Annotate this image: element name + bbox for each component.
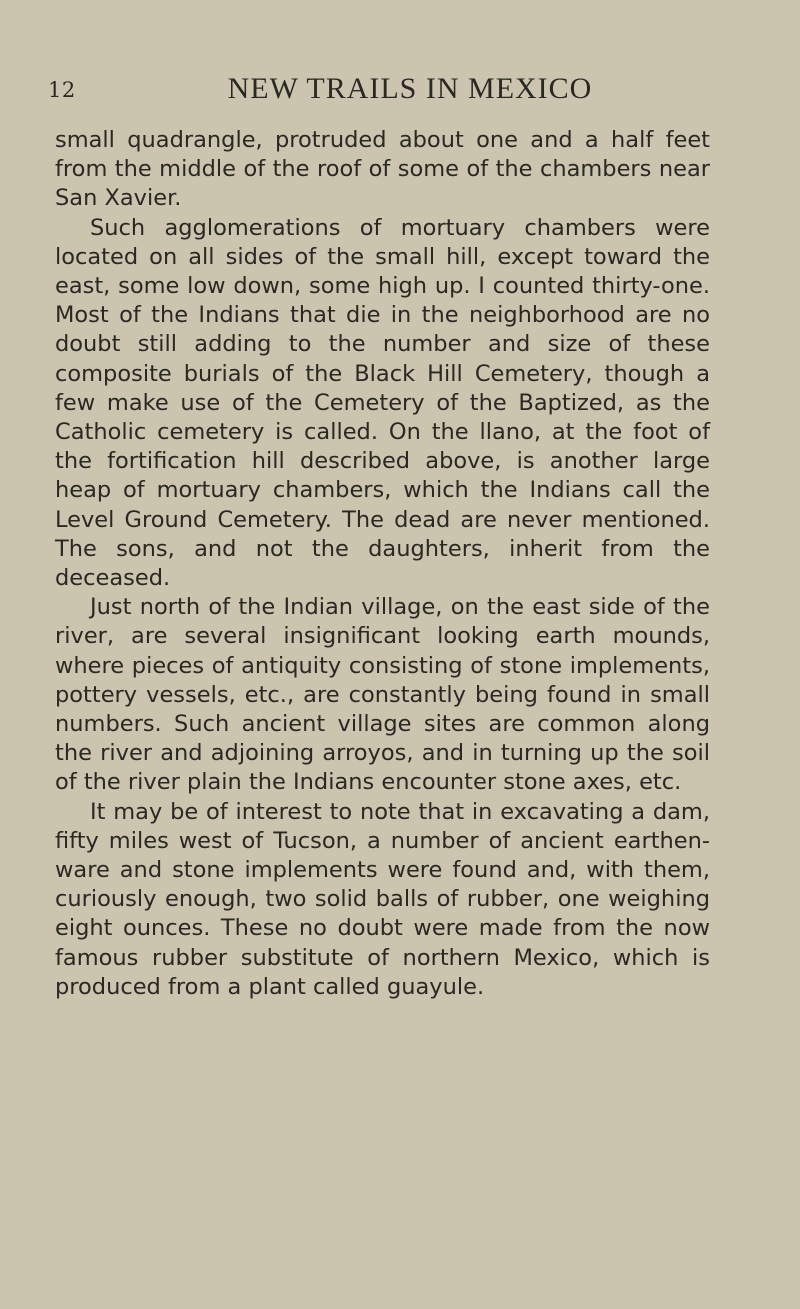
body-text <box>55 126 710 1002</box>
page-number: 12 <box>48 78 76 102</box>
paragraph-village-sites: Just north of the Indian village, on the east side of the river, are several insignificant looking earth mounds, where pieces of antiquity consisting of stone implements, pottery vessels, etc., are constantly being found in small numbers. Such ancient village sites are common along the river and adjoining arroyos, and in turning up the soil of the river plain the Indians encounter stone axes, etc. <box>55 594 710 796</box>
paragraph-rubber-balls: It may be of interest to note that in excavating a dam, fifty miles west of Tucson, a number of ancient earthen-ware and stone implements were found and, with them, curiously enough, two solid balls of rubber, one weighing eight ounces. These no doubt were made from the now famous rubber substitute of northern Mexico, which is produced from a plant called guayule. <box>55 798 710 1000</box>
paragraph-continued: small quadrangle, protruded about one and a half feet from the middle of the roof of some of the chambers near San Xavier. <box>55 127 710 212</box>
running-title: NEW TRAILS IN MEXICO <box>227 72 593 105</box>
paragraph-mortuary-chambers: Such agglomerations of mortuary chambers were located on all sides of the small hill, except toward the east, some low down, some high up. I counted thirty-one. Most of the Indians that die in the neighborhood are no doubt still adding to the number and size of these composite burials of the Black Hill Cemetery, though a few make use of the Cemetery of the Baptized, as the Catholic cemetery is called. On the llano, at the foot of the fortification hill described above, is another large heap of mortuary chambers, which the Indians call the Level Ground Cemetery. The dead are never mentioned. The sons, and not the daughters, inherit from the deceased. <box>55 214 710 592</box>
running-head <box>48 72 752 112</box>
